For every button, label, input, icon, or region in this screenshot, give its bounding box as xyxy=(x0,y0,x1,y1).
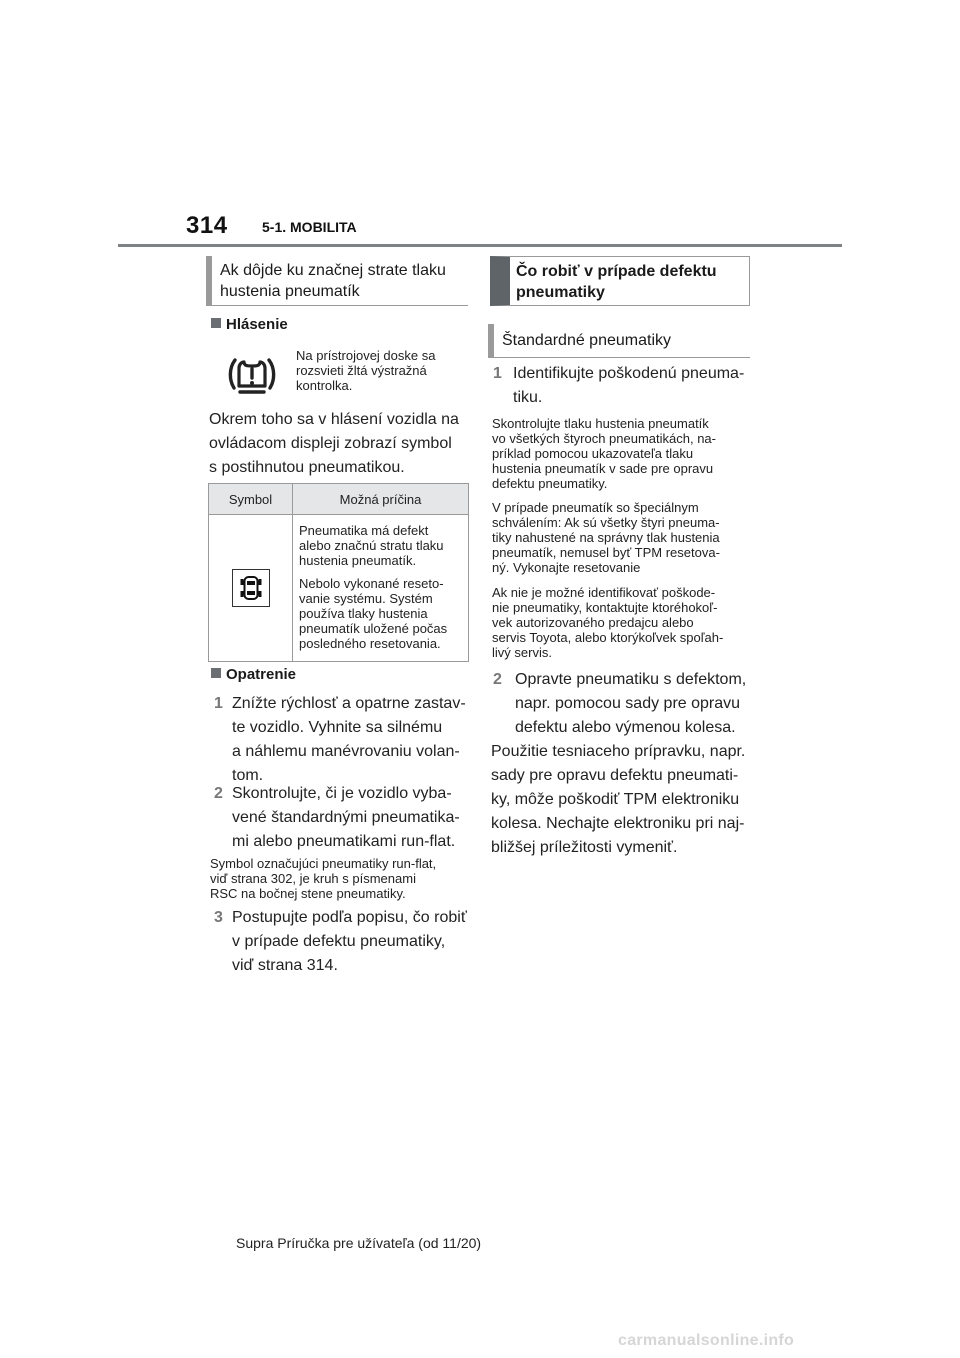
warning-line: kontrolka. xyxy=(296,378,353,393)
step-line: napr. pomocou sady pre opravu xyxy=(515,695,741,712)
subhead-hlasenie xyxy=(211,316,288,333)
step-1 xyxy=(214,692,474,788)
left-box-heading xyxy=(206,256,468,306)
paragraph-line: pneumatík, nemusel byť TPM resetova- xyxy=(492,545,720,560)
step-2 xyxy=(214,782,474,854)
paragraph-line: tiky nahustené na správny tlak hustenia xyxy=(492,530,720,545)
cause-line: pneumatík uložené počas xyxy=(299,621,448,636)
step-line: tom. xyxy=(232,767,264,784)
step-line: te vozidlo. Vyhnite sa silnému xyxy=(232,719,443,736)
cause-line: alebo značnú stratu tlaku xyxy=(299,538,444,553)
paragraph-line: Ak nie je možné identifikovať poškode- xyxy=(492,585,716,600)
left-box-heading-line1: Ak dôjde ku značnej strate tlaku xyxy=(220,262,446,279)
right-subheading: Štandardné pneumatiky xyxy=(488,324,750,358)
page-number: 314 xyxy=(186,212,228,239)
right-paragraph-2 xyxy=(492,500,720,575)
right-box-heading xyxy=(490,256,750,306)
right-heading-line: Čo robiť v prípade defektu xyxy=(516,263,717,280)
cause-line: Nebolo vykonané reseto- xyxy=(299,576,444,591)
header-divider xyxy=(118,244,842,247)
paragraph-line: s postihnutou pneumatikou. xyxy=(209,459,405,476)
step-3 xyxy=(214,906,474,978)
step-line: Opravte pneumatiku s defektom, xyxy=(515,671,747,688)
paragraph-line: ný. Vykonajte resetovanie xyxy=(492,560,641,575)
step-number: 2 xyxy=(493,671,502,688)
paragraph-line: V prípade pneumatík so špeciálnym xyxy=(492,500,699,515)
paragraph-line: bližšej príležitosti vymeniť. xyxy=(491,839,678,856)
paragraph-line: vo všetkých štyroch pneumatikách, na- xyxy=(492,431,716,446)
paragraph-line: schválením: Ak sú všetky štyri pneuma- xyxy=(492,515,720,530)
step-line: defektu alebo výmenou kolesa. xyxy=(515,719,736,736)
step-line: Znížte rýchlosť a opatrne zastav- xyxy=(232,695,466,712)
cause-line: posledného resetovania. xyxy=(299,636,441,651)
paragraph-line: Okrem toho sa v hlásení vozidla na xyxy=(209,411,459,428)
note-line: Symbol označujúci pneumatiky run-flat, xyxy=(210,856,437,871)
right-paragraph-4 xyxy=(491,740,745,860)
paragraph-line: livý servis. xyxy=(492,645,552,660)
square-bullet-icon xyxy=(211,668,221,678)
step-number: 2 xyxy=(214,785,223,802)
paragraph-line: kolesa. Nechajte elektroniku pri naj- xyxy=(491,815,745,832)
paragraph-line: príklad pomocou ukazovateľa tlaku xyxy=(492,446,694,461)
paragraph-line: Skontrolujte tlaku hustenia pneumatík xyxy=(492,416,709,431)
step-line: Identifikujte poškodenú pneuma- xyxy=(513,365,745,382)
watermark: carmanualsonline.info xyxy=(618,1332,795,1349)
right-step-2 xyxy=(493,668,755,740)
step-text xyxy=(515,668,746,740)
step-text xyxy=(232,906,467,978)
paragraph-line: nie pneumatiky, kontaktujte ktoréhokoľ- xyxy=(492,600,718,615)
right-paragraph-1 xyxy=(492,416,716,491)
paragraph-line: Použitie tesniaceho prípravku, napr. xyxy=(491,743,746,760)
step-text xyxy=(232,692,466,788)
subhead-hlasenie-label: Hlásenie xyxy=(226,316,288,333)
tpms-warning-icon xyxy=(228,356,276,396)
cause-1 xyxy=(299,523,464,568)
right-heading-line: pneumatiky xyxy=(516,284,605,301)
paragraph-line: servis Toyota, alebo ktorýkoľvek spoľah- xyxy=(492,630,724,645)
symbol-table xyxy=(208,483,469,662)
warning-line: Na prístrojovej doske sa xyxy=(296,348,436,363)
page-footer: Supra Príručka pre užívateľa (od 11/20) xyxy=(236,1235,482,1251)
cause-2 xyxy=(299,576,464,651)
cause-line: hustenia pneumatík. xyxy=(299,553,417,568)
right-step-1 xyxy=(493,362,753,410)
note-line: viď strana 302, je kruh s písmenami xyxy=(210,871,416,886)
step-line: vené štandardnými pneumatika- xyxy=(232,809,460,826)
paragraph-line: defektu pneumatiky. xyxy=(492,476,608,491)
square-bullet-icon xyxy=(211,318,221,328)
cause-line: Pneumatika má defekt xyxy=(299,523,429,538)
table-header-symbol: Symbol xyxy=(209,484,293,515)
section-title: 5-1. MOBILITA xyxy=(262,219,357,235)
step-line: Skontrolujte, či je vozidlo vyba- xyxy=(232,785,452,802)
cause-line: vanie systému. Systém xyxy=(299,591,433,606)
paragraph-line: sady pre opravu defektu pneumati- xyxy=(491,767,739,784)
step-line: mi alebo pneumatikami run-flat. xyxy=(232,833,456,850)
subhead-opatrenie-label: Opatrenie xyxy=(226,666,297,683)
left-box-heading-line2: hustenia pneumatík xyxy=(220,283,360,300)
note-line: RSC na bočnej stene pneumatiky. xyxy=(210,886,406,901)
step-number: 3 xyxy=(214,909,223,926)
paragraph-line: ky, môže poškodiť TPM elektroniku xyxy=(491,791,740,808)
table-cell-symbol xyxy=(209,515,293,662)
run-flat-note xyxy=(210,856,436,901)
step-number: 1 xyxy=(214,695,223,712)
cause-line: používa tlaky hustenia xyxy=(299,606,428,621)
step-text xyxy=(513,362,744,410)
right-paragraph-3 xyxy=(492,585,723,660)
tire-car-symbol-icon xyxy=(232,569,270,607)
subhead-opatrenie xyxy=(211,666,296,683)
step-text xyxy=(232,782,460,854)
paragraph-line: vek autorizovaného predajcu alebo xyxy=(492,615,694,630)
step-line: Postupujte podľa popisu, čo robiť xyxy=(232,909,467,926)
display-paragraph xyxy=(209,408,459,480)
paragraph-line: hustenia pneumatík v sade pre opravu xyxy=(492,461,714,476)
paragraph-line: ovládacom displeji zobrazí symbol xyxy=(209,435,452,452)
step-line: viď strana 314. xyxy=(232,957,338,974)
warning-line: rozsvieti žltá výstražná xyxy=(296,363,427,378)
table-header-cause: Možná príčina xyxy=(293,484,469,515)
warning-description xyxy=(296,348,435,393)
step-line: v prípade defektu pneumatiky, xyxy=(232,933,446,950)
step-line: a náhlemu manévrovaniu volan- xyxy=(232,743,460,760)
step-number: 1 xyxy=(493,365,502,382)
step-line: tiku. xyxy=(513,389,543,406)
table-row xyxy=(209,515,469,662)
table-header-row xyxy=(209,484,469,515)
table-cell-cause xyxy=(293,515,469,662)
